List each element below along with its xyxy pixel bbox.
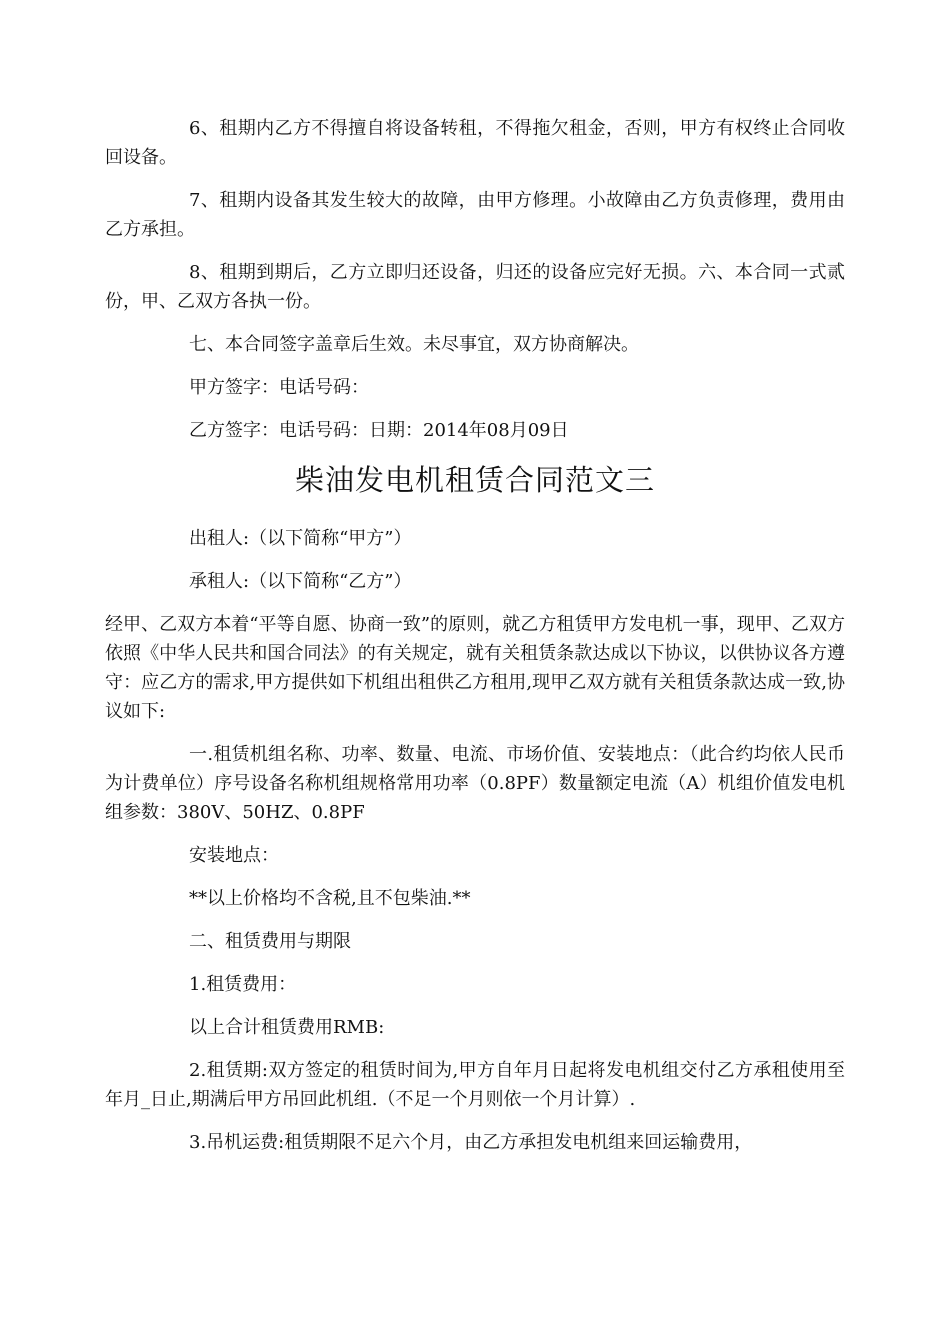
document-body [105,114,845,1171]
contract-title: 柴油发电机租赁合同范文三 [294,463,655,497]
lessor-line: 出租人:（以下简称“甲方”） [189,528,412,549]
intro-paragraph: 经甲、乙双方本着“平等自愿、协商一致”的原则，就乙方租赁甲方发电机一事，现甲、乙双方依照《中华人民共和国合同法》的有关规定，就有关租赁条款达成以下协议，以供协议各方遵守：应乙方的需求,甲方提供如下机组出租供乙方租用,现甲乙双方就有关租赁条款达成一致,协议如下: [105,614,845,722]
fee-heading: 1.租赁费用： [189,974,297,995]
lease-period-paragraph: 2.租赁期:双方签定的租赁时间为,甲方自年月日起将发电机组交付乙方承租使用至年月_日止,期满后甲方吊回此机组.（不足一个月则依一个月计算）. [105,1060,845,1110]
clause-7-paragraph: 7、租期内设备其发生较大的故障，由甲方修理。小故障由乙方负责修理，费用由乙方承担。 [105,190,845,240]
lessee-line: 承租人:（以下简称“乙方”） [189,571,412,592]
fee-total-line: 以上合计租赁费用RMB: [189,1017,385,1038]
clause-8-paragraph: 8、租期到期后，乙方立即归还设备，归还的设备应完好无损。六、本合同一式贰份，甲、乙双方各执一份。 [105,262,845,312]
section-1-paragraph: 一.租赁机组名称、功率、数量、电流、市场价值、安装地点：（此合约均依人民币为计费单位）序号设备名称机组规格常用功率（0.8PF）数量额定电流（A）机组价值发电机组参数：380V、50HZ、0.8PF [105,744,845,823]
clause-6-paragraph: 6、租期内乙方不得擅自将设备转租，不得拖欠租金，否则，甲方有权终止合同收回设备。 [105,118,845,168]
party-a-signature-line: 甲方签字：电话号码： [189,377,369,398]
price-note-line: **以上价格均不含税,且不包柴油.** [189,888,471,909]
section-2-heading: 二、租赁费用与期限 [189,931,351,952]
clause-effective-paragraph: 七、本合同签字盖章后生效。未尽事宜，双方协商解决。 [189,334,639,355]
crane-transport-paragraph: 3.吊机运费:租赁期限不足六个月，由乙方承担发电机组来回运输费用， [189,1132,753,1153]
party-b-signature-line: 乙方签字：电话号码：日期：2014年08月09日 [189,420,569,441]
install-location-line: 安装地点： [189,845,279,866]
